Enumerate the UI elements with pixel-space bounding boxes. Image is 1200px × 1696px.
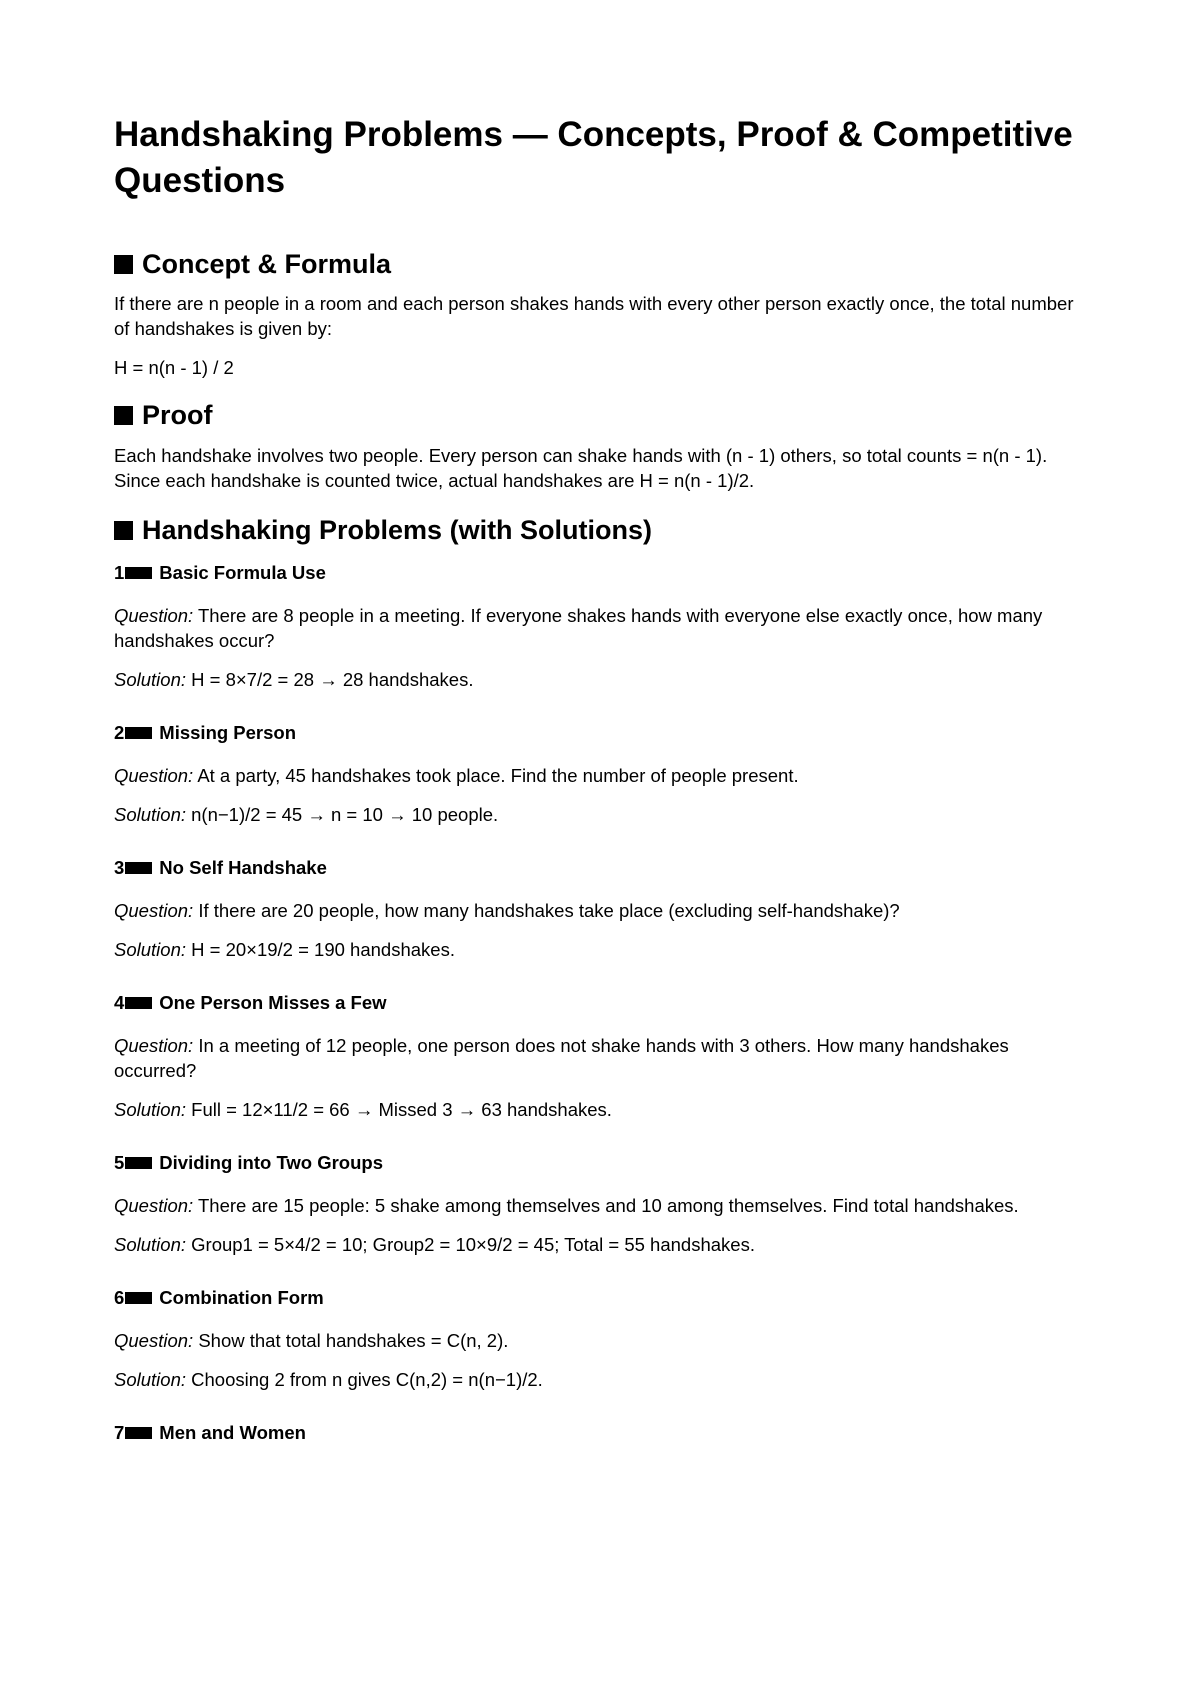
question-label: Question:: [114, 1195, 194, 1216]
problem-title: Men and Women: [159, 1422, 306, 1443]
problem-solution: [114, 1232, 1094, 1257]
problem-question: [114, 763, 1094, 788]
question-label: Question:: [114, 1035, 194, 1056]
square-bullet-icon: [114, 255, 133, 274]
problem-number: 1: [114, 562, 125, 583]
solution-text: H = 8×7/2 = 28 → 28 handshakes.: [191, 669, 474, 690]
question-text: In a meeting of 12 people, one person does not shake hands with 3 others. How many handshakes occurred?: [114, 1035, 1009, 1081]
problem-item: [114, 856, 1094, 962]
problems-heading: [114, 513, 1094, 547]
question-text: Show that total handshakes = C(n, 2).: [198, 1330, 509, 1351]
concept-heading-text: Concept & Formula: [142, 249, 392, 279]
number-badge-icon: [125, 862, 152, 874]
problem-solution: [114, 937, 1094, 962]
problem-title: Combination Form: [159, 1287, 324, 1308]
solution-label: Solution:: [114, 939, 186, 960]
problem-number: 6: [114, 1287, 125, 1308]
problem-solution: [114, 1097, 1094, 1122]
problem-heading: [114, 991, 1094, 1015]
problem-number: 5: [114, 1152, 125, 1173]
proof-heading: [114, 398, 1094, 432]
number-badge-icon: [125, 1292, 152, 1304]
proof-section: [114, 398, 1094, 493]
problem-item: [114, 721, 1094, 827]
problem-question: [114, 603, 1094, 653]
problem-question: [114, 1193, 1094, 1218]
problem-heading: [114, 561, 1094, 585]
question-text: If there are 20 people, how many handshakes take place (excluding self-handshake)?: [198, 900, 900, 921]
question-label: Question:: [114, 605, 194, 626]
problem-item: [114, 1151, 1094, 1257]
formula: H = n(n - 1) / 2: [114, 357, 234, 378]
problem-item: [114, 561, 1094, 692]
number-badge-icon: [125, 567, 152, 579]
solution-label: Solution:: [114, 669, 186, 690]
problem-title: One Person Misses a Few: [159, 992, 387, 1013]
solution-text: Full = 12×11/2 = 66 → Missed 3 → 63 handshakes.: [191, 1099, 612, 1120]
problem-title: Missing Person: [159, 722, 297, 743]
number-badge-icon: [125, 997, 152, 1009]
proof-heading-text: Proof: [142, 400, 213, 430]
question-text: At a party, 45 handshakes took place. Find the number of people present.: [197, 765, 799, 786]
solution-text: n(n−1)/2 = 45 → n = 10 → 10 people.: [191, 804, 499, 825]
problem-heading: [114, 856, 1094, 880]
problem-title: Dividing into Two Groups: [159, 1152, 383, 1173]
problem-question: [114, 1033, 1094, 1083]
problem-solution: [114, 1367, 1094, 1392]
problem-number: 7: [114, 1422, 125, 1443]
question-text: There are 15 people: 5 shake among themselves and 10 among themselves. Find total handshakes.: [198, 1195, 1019, 1216]
problem-item: [114, 991, 1094, 1122]
square-bullet-icon: [114, 521, 133, 540]
problems-heading-text: Handshaking Problems (with Solutions): [142, 515, 653, 545]
concept-section: [114, 247, 1094, 380]
question-label: Question:: [114, 765, 194, 786]
question-label: Question:: [114, 1330, 194, 1351]
question-text: There are 8 people in a meeting. If everyone shakes hands with everyone else exactly once, how many handshakes occur?: [114, 605, 1043, 651]
square-bullet-icon: [114, 406, 133, 425]
solution-text: Choosing 2 from n gives C(n,2) = n(n−1)/2.: [191, 1369, 543, 1390]
solution-label: Solution:: [114, 1234, 186, 1255]
problem-item: [114, 1421, 1094, 1445]
concept-text: If there are n people in a room and each person shakes hands with every other person exactly once, the total number of handshakes is given by:: [114, 293, 1074, 339]
solution-text: Group1 = 5×4/2 = 10; Group2 = 10×9/2 = 45; Total = 55 handshakes.: [191, 1234, 755, 1255]
problem-item: [114, 1286, 1094, 1392]
problem-title: No Self Handshake: [159, 857, 327, 878]
page-title: Handshaking Problems — Concepts, Proof & Competitive Questions: [114, 115, 1073, 200]
solution-label: Solution:: [114, 804, 186, 825]
concept-heading: [114, 247, 1094, 281]
problem-title: Basic Formula Use: [159, 562, 326, 583]
number-badge-icon: [125, 727, 152, 739]
problem-question: [114, 898, 1094, 923]
problem-solution: [114, 802, 1094, 827]
question-label: Question:: [114, 900, 194, 921]
solution-text: H = 20×19/2 = 190 handshakes.: [191, 939, 455, 960]
problem-number: 3: [114, 857, 125, 878]
problem-question: [114, 1328, 1094, 1353]
problem-heading: [114, 1286, 1094, 1310]
solution-label: Solution:: [114, 1099, 186, 1120]
problem-heading: [114, 1151, 1094, 1175]
number-badge-icon: [125, 1157, 152, 1169]
problem-solution: [114, 667, 1094, 692]
problem-number: 2: [114, 722, 125, 743]
solution-label: Solution:: [114, 1369, 186, 1390]
document-body: [114, 112, 1094, 1445]
problem-number: 4: [114, 992, 125, 1013]
problems-section: [114, 513, 1094, 1445]
number-badge-icon: [125, 1427, 152, 1439]
problem-heading: [114, 1421, 1094, 1445]
proof-text: Each handshake involves two people. Every person can shake hands with (n - 1) others, so total counts = n(n - 1). Since each handshake is counted twice, actual handshakes are H = n(n - 1)/2.: [114, 445, 1048, 491]
problem-heading: [114, 721, 1094, 745]
